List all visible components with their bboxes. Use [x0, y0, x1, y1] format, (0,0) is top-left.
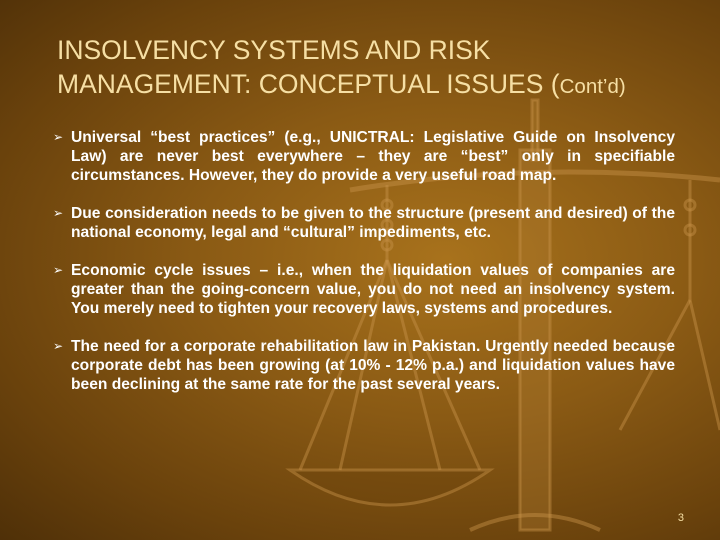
bullet-item — [0, 204, 720, 242]
bullet-item — [0, 337, 720, 394]
arrowhead-bullet-icon: ➢ — [53, 130, 64, 144]
arrowhead-bullet-icon: ➢ — [53, 206, 64, 220]
bullet-text: Due consideration needs to be given to the structure (present and desired) of the national economy, legal and “cultural” impediments, etc. — [71, 205, 675, 241]
bullet-text: Universal “best practices” (e.g., UNICTRAL: Legislative Guide on Insolvency Law) are never best everywhere – they are “best” only in specifiable circumstances. However, they do provide a very useful road map. — [71, 129, 675, 184]
bullet-item — [0, 261, 720, 318]
bullet-list — [0, 128, 720, 413]
bullet-item — [0, 128, 720, 185]
title-line-1: INSOLVENCY SYSTEMS AND RISK — [57, 35, 491, 65]
slide-title — [57, 33, 697, 104]
bullet-text: The need for a corporate rehabilitation law in Pakistan. Urgently needed because corporate debt has been growing (at 10% - 12% p.a.) and liquidation values have been declining at the same rate for the past several years. — [71, 338, 675, 393]
page-number: 3 — [677, 512, 684, 524]
bullet-text: Economic cycle issues – i.e., when the liquidation values of companies are greater than the going-concern value, you do not need an insolvency system. You merely need to tighten your recovery laws, systems and procedures. — [71, 262, 675, 317]
title-suffix: Cont’d) — [559, 75, 626, 98]
arrowhead-bullet-icon: ➢ — [53, 263, 64, 277]
arrowhead-bullet-icon: ➢ — [53, 339, 64, 353]
title-line-2: MANAGEMENT: CONCEPTUAL ISSUES ( — [57, 69, 560, 99]
